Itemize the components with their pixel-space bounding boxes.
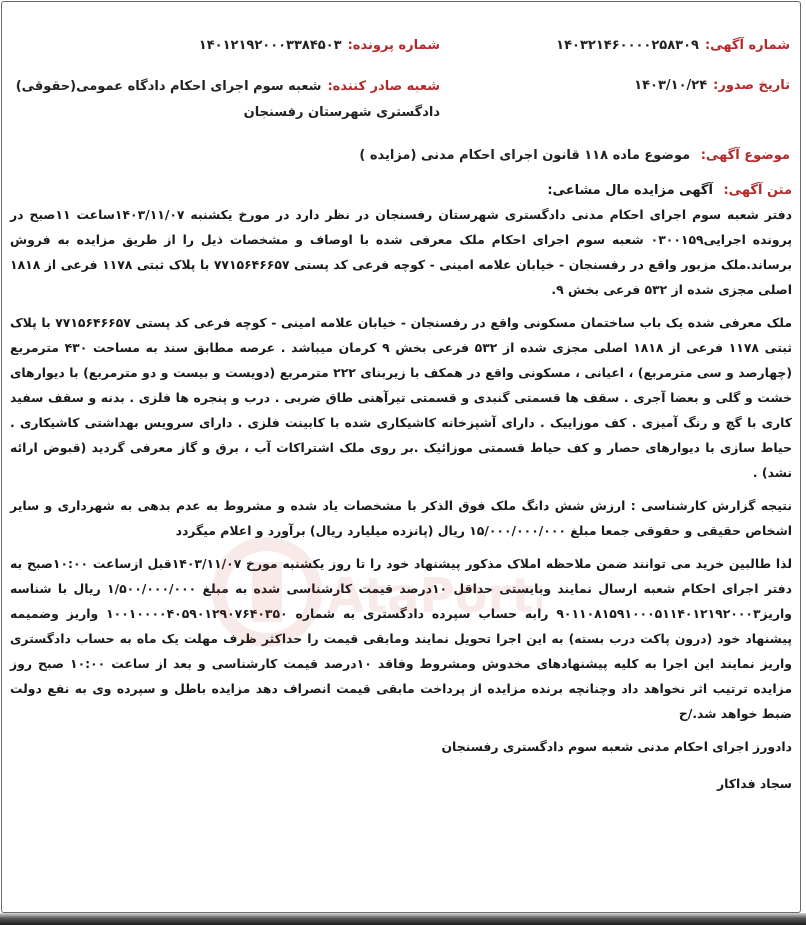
- issue-date-row: [634, 76, 790, 96]
- notice-body: [10, 180, 792, 796]
- ad-number: ۱۴۰۳۲۱۴۶۰۰۰۰۲۵۸۳۰۹: [556, 38, 699, 53]
- paragraph-property-description: ملک معرفی شده یک باب ساختمان مسکونی واقع در رفسنجان - خیابان علامه امینی - کوچه فرعی کد پستی ۷۷۱۵۶۴۶۶۵۷ با پلاک ثبتی ۱۱۷۸ فرعی از ۱۸۱۸ اصلی مجزی شده از ۵۳۲ فرعی بخش ۹ کرمان میباشد . عرصه مطابق سند به مساحت ۴۳۰ مترمربع (چهارصد و سی مترمربع) ، اعیانی ، مسکونی واقع در همکف با زیربنای ۲۲۲ مترمربع (دویست و بیست و دو مترمربع) با دیوارهای خشت و گلی و بعضا آجری . سقف ها قسمتی گنبدی و قسمتی تیرآهنی طاق ضربی . درب و پنجره ها فلزی . بدنه و سقف سفید کاری با گچ و رنگ آمیزی . کف موزاییک . دارای آشپزخانه کاشیکاری شده با کابینت فلزی . دارای سرویس بهداشتی کاشیکاری . حیاط سازی با دیوارهای حصار و کف حیاط قسمتی موزائیک .بر روی ملک اشتراکات آب ، برق و گاز معرفی گردید (قبوض ارائه نشد) .: [10, 315, 793, 480]
- notice-page: [2, 2, 800, 912]
- paragraph-auction-intro: دفتر شعبه سوم اجرای احکام مدنی دادگستری شهرستان رفسنجان در نظر دارد در مورخ یکشنبه ۱۴۰۳/۱۱/۰۷ساعت ۱۱صبح در پرونده اجرایی۰۳۰۰۱۵۹ شعبه سوم اجرای احکام ملک معرفی شده با اوصاف و مشخصات ذیل را از طریق مزایده به فروش برساند.ملک مزبور واقع در رفسنجان - خیابان علامه امینی - کوچه فرعی کد پستی ۷۷۱۵۶۴۶۶۵۷ با پلاک ثبتی ۱۱۷۸ فرعی از ۱۸۱۸ اصلی مجزی شده از ۵۳۲ فرعی بخش ۹.: [10, 207, 792, 297]
- subject-row: [359, 148, 790, 163]
- issuer-label: شعبه صادر کننده:: [327, 79, 440, 94]
- signature-title: دادورز اجرای احکام مدنی شعبه سوم دادگستری رفسنجان: [441, 739, 792, 754]
- notice-frame: [1, 1, 801, 913]
- bottom-bar: [0, 913, 806, 925]
- ad-number-label: شماره آگهی:: [704, 38, 790, 53]
- text-label: متن آگهی:: [723, 183, 792, 198]
- subject: موضوع ماده ۱۱۸ قانون اجرای احکام مدنی (مزایده ): [359, 148, 691, 163]
- ad-number-row: [556, 36, 790, 56]
- signature-name: سجاد فداکار: [717, 776, 792, 791]
- case-number: ۱۴۰۱۲۱۹۲۰۰۰۳۳۸۴۵۰۳: [198, 38, 342, 53]
- watermark-text: AtaPort: [327, 568, 535, 624]
- paragraph-bidding-terms: لذا طالبین خرید می توانند ضمن ملاحظه املاک مذکور پیشنهاد خود را تا روز یکشنبه مورخ ۱۴۰۳/۱۱/۰۷قبل ازساعت ۱۰:۰۰صبح به دفتر اجرای احکام شعبه ارسال نمایند وبایستی حداقل ۱۰درصد قیمت کارشناسی شده به مبلغ ۱/۵۰۰/۰۰۰/۰۰۰ ریال با شناسه واریز۹۰۱۱۰۸۱۵۹۱۰۰۰۵۱۱۴۰۱۲۱۹۲۰۰۰۳ رابه حساب سپرده دادگستری به شماره ۱۰۰۱۰۰۰۰۴۰۵۹۰۱۲۹۰۷۶۴۰۳۵۰ واریز وضمیمه پیشنهاد خود (درون پاکت درب بسته) به این اجرا تحویل نمایند ومابقی قیمت را حداکثر ظرف مهلت یک ماه به حساب دادگستری واریز نمایند این اجرا به کلیه پیشنهادهای مخدوش ومشروط وفاقد ۱۰درصد قیمت کارشناسی و بعد از ساعت ۱۰:۰۰ صبح روز مزایده ترتیب اثر نخواهد داد وچنانچه برنده مزایده از پرداخت مابقی قیمت انصراف دهد مزایده باطل و سپرده وی به نفع دولت ضبط خواهد شد./ح: [10, 556, 793, 721]
- issue-date: ۱۴۰۳/۱۰/۲۴: [634, 78, 708, 93]
- case-number-label: شماره پرونده:: [347, 38, 440, 53]
- case-number-row: [199, 36, 440, 56]
- issuer: شعبه سوم اجرای احکام دادگاه عمومی(حقوقی) دادگستری شهرستان رفسنجان: [15, 79, 440, 120]
- paragraph-appraisal-result: نتیجه گزارش کارشناسی : ارزش شش دانگ ملک فوق الذکر با مشخصات یاد شده و مشروط به عدم بدهی به شهرداری و سایر اشخاص حقیقی و حقوقی جمعا مبلغ ۱۵/۰۰۰/۰۰۰/۰۰۰ ریال (پانزده میلیارد ریال) برآورد و اعلام میگردد: [10, 498, 792, 538]
- heading: آگهی مزایده مال مشاعی:: [547, 183, 713, 198]
- subject-label: موضوع آگهی:: [700, 148, 790, 163]
- issuer-block: [10, 74, 440, 126]
- issue-date-label: تاریخ صدور:: [713, 78, 790, 93]
- text-heading-row: [10, 180, 792, 202]
